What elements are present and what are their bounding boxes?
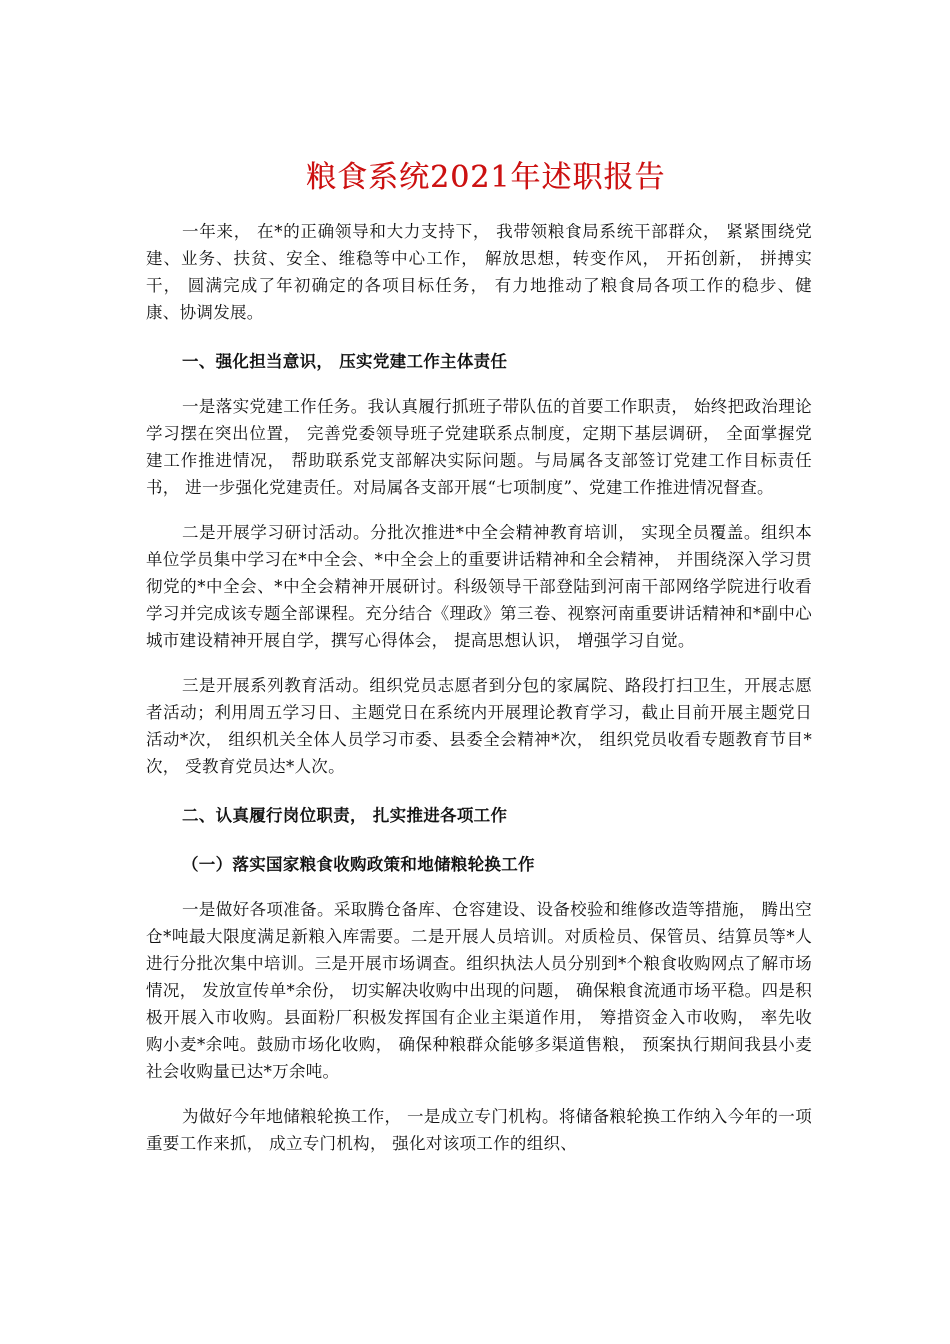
section-1-paragraph-1: 一是落实党建工作任务。我认真履行抓班子带队伍的首要工作职责， 始终把政治理论学习摆在突出位置， 完善党委领导班子党建联系点制度，定期下基层调研， 全面掌握党建工作推进情况， 帮助联系党支部解决实际问题。与局属各支部签订党建工作目标责任书， 进一步强化党建责任。对局属各支部开展“七项制度”、党建工作推进情况督查。 [146, 397, 812, 497]
section-1-paragraph-3: 三是开展系列教育活动。组织党员志愿者到分包的家属院、路段打扫卫生，开展志愿者活动；利用周五学习日、主题党日在系统内开展理论教育学习，截止目前开展主题党日活动*次， 组织机关全体人员学习市委、县委全会精神*次， 组织党员收看专题教育节目*次， 受教育党员达*人次。 [146, 676, 812, 776]
section-1-heading: 一、强化担当意识， 压实党建工作主体责任 [182, 352, 508, 371]
section-2-heading: 二、认真履行岗位职责， 扎实推进各项工作 [182, 806, 508, 825]
document-title: 粮食系统2021年述职报告 [306, 160, 666, 195]
intro-paragraph: 一年来， 在*的正确领导和大力支持下， 我带领粮食局系统干部群众， 紧紧围绕党建、业务、扶贫、安全、维稳等中心工作， 解放思想，转变作风， 开拓创新， 拼搏实干， 圆满完成了年初确定的各项目标任务， 有力地推动了粮食局各项工作的稳步、健康、协调发展。 [146, 222, 812, 322]
section-2-subheading-1: （一）落实国家粮食收购政策和地储粮轮换工作 [182, 855, 535, 874]
section-2-sub-1-paragraph-1: 一是做好各项准备。采取腾仓备库、仓容建设、设备校验和维修改造等措施， 腾出空仓*吨最大限度满足新粮入库需要。二是开展人员培训。对质检员、保管员、结算员等*人进行分批次集中培训。三是开展市场调查。组织执法人员分别到*个粮食收购网点了解市场情况， 发放宣传单*余份， 切实解决收购中出现的问题， 确保粮食流通市场平稳。四是积极开展入市收购。县面粉厂积极发挥国有企业主渠道作用， 筹措资金入市收购， 率先收购小麦*余吨。鼓励市场化收购， 确保种粮群众能够多渠道售粮， 预案执行期间我县小麦社会收购量已达*万余吨。 [146, 900, 812, 1081]
section-2-sub-1-paragraph-2: 为做好今年地储粮轮换工作， 一是成立专门机构。将储备粮轮换工作纳入今年的一项重要工作来抓， 成立专门机构， 强化对该项工作的组织、 [146, 1107, 812, 1153]
section-1-paragraph-2: 二是开展学习研讨活动。分批次推进*中全会精神教育培训， 实现全员覆盖。组织本单位学员集中学习在*中全会、*中全会上的重要讲话精神和全会精神， 并围绕深入学习贯彻党的*中全会、*中全会精神开展研讨。科级领导干部登陆到河南干部网络学院进行收看学习并完成该专题全部课程。充分结合《理政》第三卷、视察河南重要讲话精神和*副中心城市建设精神开展自学，撰写心得体会， 提高思想认识， 增强学习自觉。 [146, 523, 812, 650]
